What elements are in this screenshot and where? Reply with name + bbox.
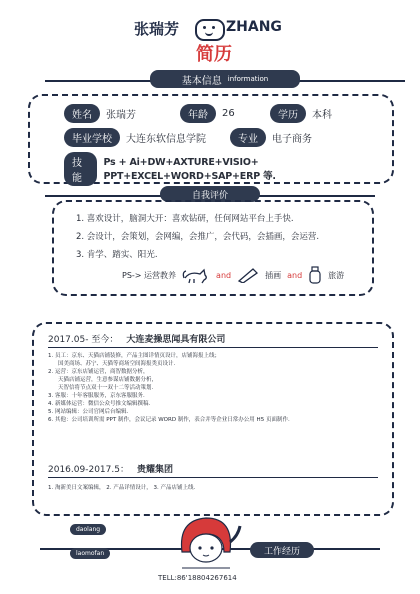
job-period: 2017.05- 至今： — [48, 335, 119, 345]
field-label: 学历 — [270, 104, 306, 123]
basic-info-card — [28, 94, 394, 184]
header — [120, 14, 300, 65]
bottle-icon — [308, 266, 322, 284]
sticker-label: laomofan — [70, 548, 110, 559]
job-header — [48, 462, 378, 478]
work-card — [32, 322, 394, 516]
duty-line: 5. 网站编辑：公司官网后台编辑. — [48, 409, 129, 415]
duty-line: 天智信将节点双十一双十二等活动策划. — [58, 385, 154, 391]
field-label: 姓名 — [64, 104, 100, 123]
field-label: 毕业学校 — [64, 128, 120, 147]
field-name — [64, 104, 136, 123]
eval-line: 2. 会设计，会策划，会网编，会推广，会代码，会插画，会运营. — [76, 232, 320, 242]
field-major — [230, 128, 312, 147]
field-label: 技能 — [64, 152, 97, 186]
duty-line: 天猫店铺运营，生意参谋店铺数据分析， — [58, 377, 158, 383]
owner-name: 张瑞芳 — [134, 20, 180, 38]
badge-label: 工作经历 — [263, 546, 300, 557]
field-age — [180, 104, 235, 123]
work-experience-badge — [250, 542, 314, 558]
field-skills — [64, 152, 392, 186]
field-value: 本科 — [312, 110, 332, 121]
field-label: 年龄 — [180, 104, 216, 123]
field-school — [64, 128, 206, 147]
resume-title: 简历 — [196, 44, 232, 65]
job-2 — [48, 462, 378, 492]
hobby-travel: 旅游 — [328, 270, 345, 280]
section-badge — [150, 70, 300, 88]
job-period: 2016.09-2017.5： — [48, 465, 129, 475]
field-value: 张瑞芳 — [106, 110, 136, 121]
hobby-draw: 插画 — [265, 270, 282, 280]
job-1 — [48, 332, 378, 348]
duty-line: 1. 员工：京东、天猫店铺装修，产品主图详情页设计，店铺海报上线； — [48, 353, 220, 359]
duty-line: 3. 客服：十年客服服务，京东客服服务. — [48, 393, 145, 399]
hobby-text: PS-> 运营教养 — [122, 270, 177, 280]
job-company: 大连麦操思闻具有限公司 — [126, 335, 226, 345]
job-company: 贵耀集团 — [136, 465, 173, 475]
cat-icon — [182, 266, 210, 284]
hobbies-row — [122, 266, 344, 284]
section-title-en: information — [227, 75, 269, 83]
duty-line: 1. 淘新美日文案编辑， 2. 产品详情设计， 3. 产品店铺上线. — [48, 485, 196, 491]
field-value: 26 — [222, 108, 235, 119]
and-text: and — [216, 270, 232, 280]
field-education — [270, 104, 332, 123]
field-label: 专业 — [230, 128, 266, 147]
field-value: 电子商务 — [272, 134, 312, 145]
face-icon — [195, 19, 225, 41]
section-title: 基本信息 — [181, 75, 222, 87]
eval-line: 3. 肯学、踏实、阳光. — [76, 250, 158, 260]
section-title: 自我评价 — [191, 190, 228, 201]
girl-illustration — [168, 512, 248, 574]
phone-number: TELL:86'18804267614 — [158, 574, 237, 582]
skills-value: Ps + Ai+DW+AXTURE+VISIO+ PPT+EXCEL+WORD+SAP+ERP 等. — [103, 156, 276, 182]
sticker-label: daolang — [70, 524, 106, 535]
and-text: and — [287, 270, 303, 280]
self-eval-card — [52, 200, 374, 296]
footer — [0, 510, 420, 594]
basic-section-header — [150, 70, 300, 90]
eval-line: 1. 喜欢设计，脑洞大开：喜欢钻研，任何网站平台上手快. — [76, 214, 294, 224]
job-1-duties — [48, 352, 378, 424]
duty-line: 6. 其他：公司培训所需 PPT 制作，会议记录 WORD 制作，表合并等企业日常办公用 H5 页面制作. — [48, 417, 290, 423]
duty-line: 2. 运营：京东店铺运营，商智数据分析， — [48, 369, 149, 375]
duty-line: 4. 新媒体运营：微信公众号推文编辑撰稿. — [48, 401, 151, 407]
duty-line: 国美商场、苏宁、天猫等商场空间海报类页设计. — [58, 361, 176, 367]
job-header — [48, 332, 378, 348]
pencil-icon — [237, 267, 259, 283]
field-value: 大连东软信息学院 — [126, 134, 206, 145]
owner-name-en: ZHANG — [226, 19, 282, 35]
